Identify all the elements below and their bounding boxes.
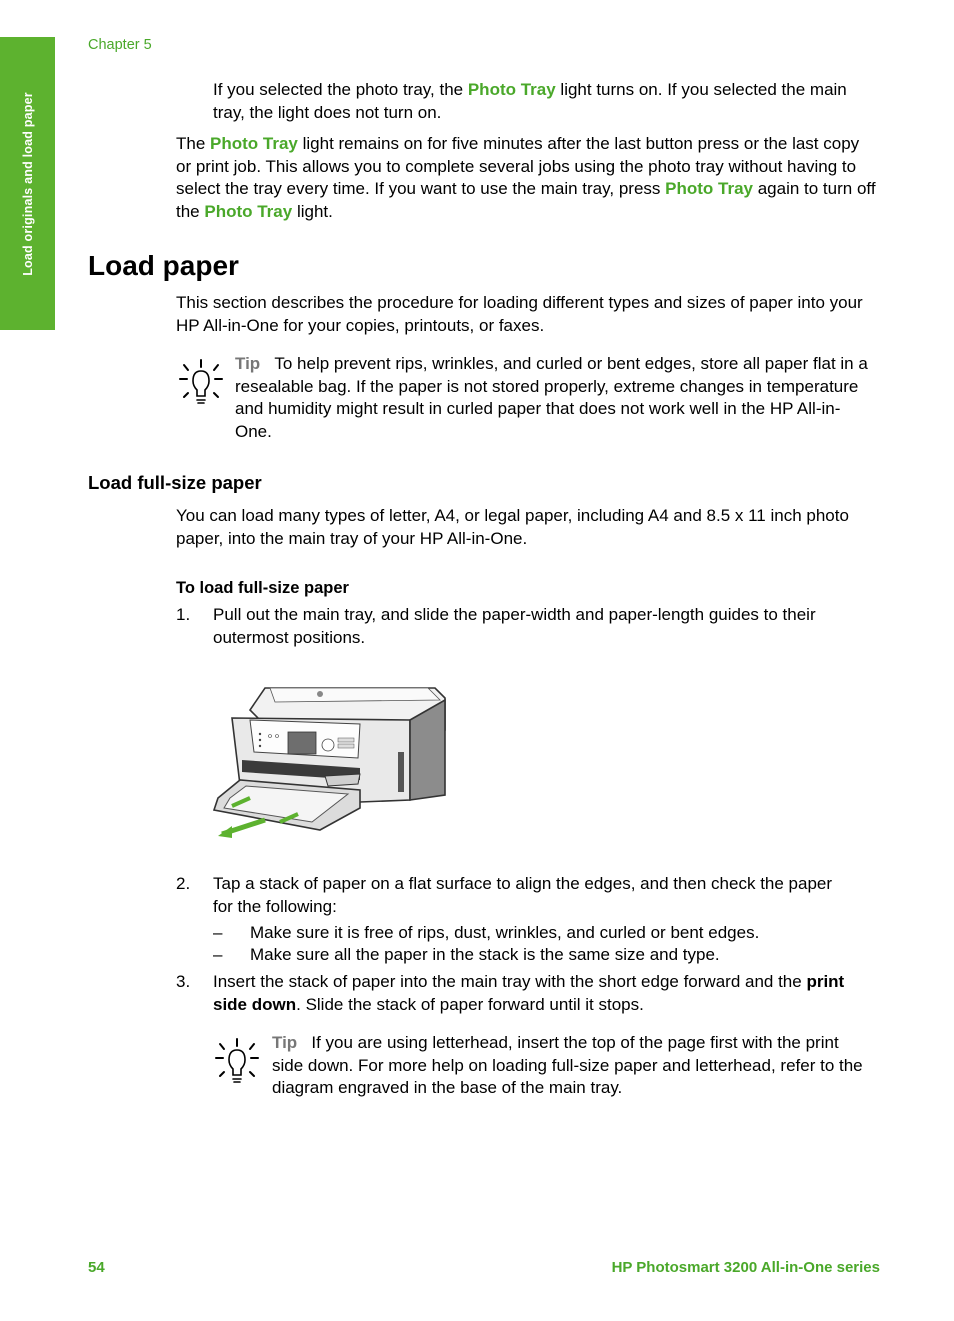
- section-title: Load paper: [88, 250, 239, 281]
- step-2-text: Tap a stack of paper on a flat surface to align the edges, and then check the paper for the following:: [213, 874, 833, 916]
- step-1-number: 1.: [176, 605, 191, 624]
- sub-bullet-1-text: Make sure it is free of rips, dust, wrinkles, and curled or bent edges.: [250, 923, 760, 942]
- step-3-text: Insert the stack of paper into the main tray with the short edge forward and the print side down. Slide the stack of paper forward until it stops.: [213, 972, 845, 1014]
- tip-lightbulb-icon: [178, 357, 224, 407]
- tip-lightbulb-icon: [214, 1036, 260, 1086]
- sidebar-chapter-tab: [0, 37, 55, 330]
- sub-bullet-2-text: Make sure all the paper in the stack is the same size and type.: [250, 945, 720, 964]
- subsection-description: You can load many types of letter, A4, or legal paper, including A4 and 8.5 x 11 inch photo paper, into the main tray of your HP All-in-One.: [176, 506, 849, 548]
- subsection-title: Load full-size paper: [88, 472, 262, 493]
- chapter-header: Chapter 5: [88, 37, 152, 53]
- page-number: 54: [88, 1259, 105, 1276]
- procedure-title: To load full-size paper: [176, 579, 349, 597]
- footer-product-name: HP Photosmart 3200 All-in-One series: [611, 1259, 880, 1276]
- step-2-number: 2.: [176, 874, 191, 893]
- step-3-number: 3.: [176, 972, 191, 991]
- tip-label: Tip: [235, 354, 261, 373]
- sub-bullet-1-dash: –: [213, 923, 223, 942]
- section-description: This section describes the procedure for loading different types and sizes of paper into your HP All-in-One for your copies, printouts, or faxes.: [176, 293, 863, 335]
- tip-2: Tip If you are using letterhead, insert the top of the page first with the print side down. For more help on loading full-size paper and letterhead, refer to the diagram engraved in the base of the main tray.: [272, 1033, 863, 1097]
- intro-paragraph-1: If you selected the photo tray, the Photo Tray light turns on. If you selected the main tray, the light does not turn on.: [213, 80, 847, 122]
- tip-label: Tip: [272, 1033, 298, 1052]
- tip-1: Tip To help prevent rips, wrinkles, and curled or bent edges, store all paper flat in a resealable bag. If the paper is not stored properly, extreme changes in temperature and humidity might result in curled paper that does not work well in the HP All-in-One.: [235, 354, 868, 441]
- step-1-text: Pull out the main tray, and slide the paper-width and paper-length guides to their outermost positions.: [213, 605, 816, 647]
- sidebar-tab-label: Load originals and load paper: [20, 91, 35, 276]
- printer-illustration: [210, 680, 450, 840]
- intro-paragraph-2: The Photo Tray light remains on for five minutes after the last button press or the last copy or print job. This allows you to complete several jobs using the photo tray without having to select the tray every time. If you want to use the main tray, press Photo Tray again to turn off the Photo Tray light.: [176, 134, 876, 221]
- sub-bullet-2-dash: –: [213, 945, 223, 964]
